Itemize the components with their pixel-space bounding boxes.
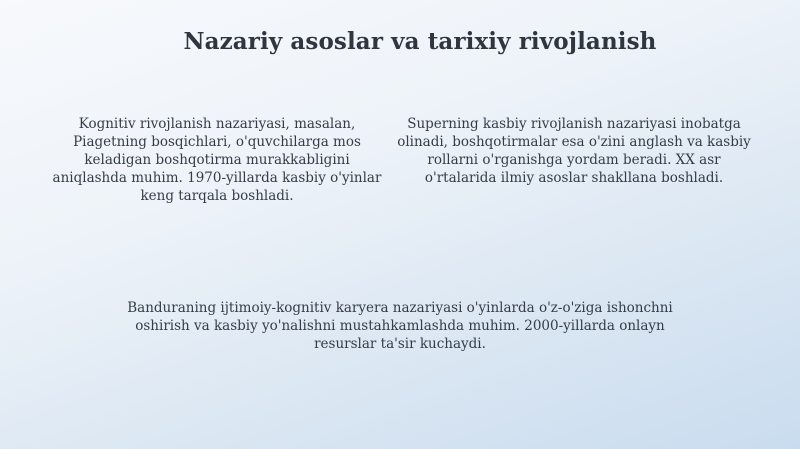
left-text-block: Kognitiv rivojlanish nazariyasi, masalan, Piagetning bosqichlari, o'quvchilarga mos keladigan boshqotirma murakkabligini aniqlashda muhim. 1970-yillarda kasbiy o'yinlar keng tarqala boshladi. — [52, 116, 382, 204]
slide-title: Nazariy asoslar va tarixiy rivojlanish — [183, 28, 657, 55]
right-text-block: Superning kasbiy rivojlanish nazariyasi inobatga olinadi, boshqotirmalar esa o'zini anglash va kasbiy rollarni o'rganishga yordam beradi. XX asr o'rtalarida ilmiy asoslar shakllana boshladi. — [397, 116, 751, 186]
bottom-text-block: Banduraning ijtimoiy-kognitiv karyera nazariyasi o'yinlarda o'z-o'ziga ishonchni oshirish va kasbiy yo'nalishni mustahkamlashda muhim. 2000-yillarda onlayn resurslar ta'sir kuchaydi. — [127, 300, 673, 352]
